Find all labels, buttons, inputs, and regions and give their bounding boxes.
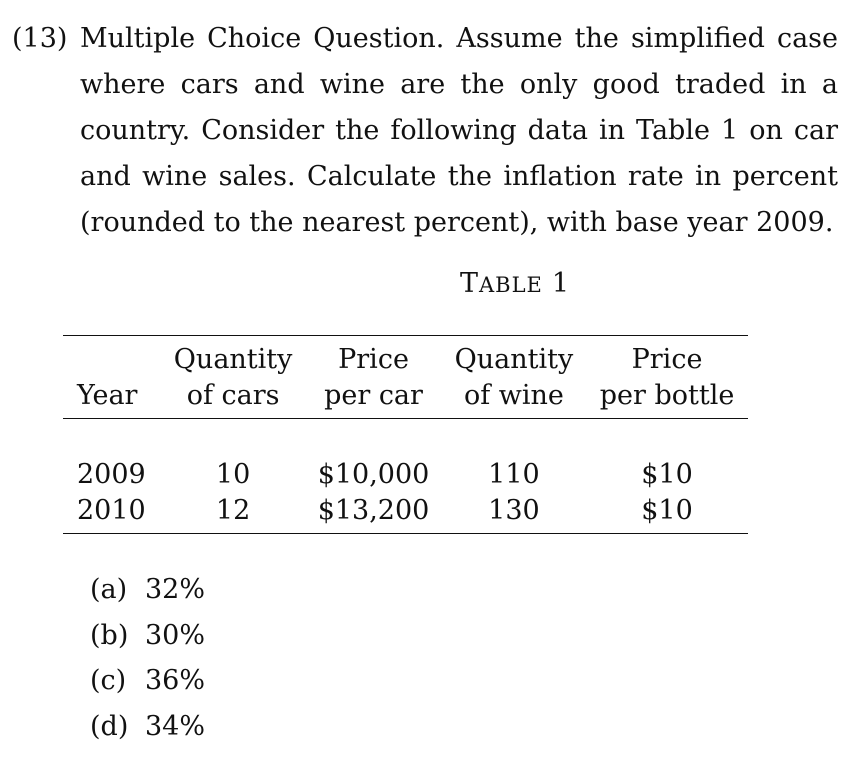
caption-number: 1 (551, 268, 571, 299)
table-cell: $10,000 (317, 459, 430, 490)
table-header-cell: Quantity (161, 336, 305, 379)
table-row (63, 493, 748, 534)
option-d[interactable] (90, 704, 205, 750)
table-caption (0, 268, 852, 299)
table-cell-year: 2010 (63, 493, 161, 534)
table-row (63, 419, 748, 494)
table-cell: 130 (442, 493, 586, 534)
table-header-cell: of wine (442, 378, 586, 419)
table-header-cell: of cars (161, 378, 305, 419)
caption-initial: T (459, 268, 479, 299)
question-text: Multiple Choice Question. Assume the simplified case where cars and wine are the only good traded in a country. Consider the following data in Table 1 on car and wine sales. Calculate the inflation rate in percent (rounded to the nearest percent), with base year 2009. (80, 23, 838, 238)
table-header-cell: Price (586, 336, 748, 379)
option-label: (c) (90, 665, 127, 696)
option-value: 32% (145, 574, 206, 605)
table-header-row-top (63, 336, 748, 379)
option-label: (b) (90, 619, 129, 651)
option-value: 30% (145, 619, 206, 651)
table-header-cell: per car (305, 378, 442, 419)
table-cell: $10 (586, 493, 748, 534)
data-table (63, 335, 748, 534)
table-header-cell: Price (305, 336, 442, 379)
table-cell: 10 (215, 459, 251, 490)
table-header-cell: per bottle (586, 378, 748, 419)
option-value: 36% (145, 665, 206, 696)
table-cell: $13,200 (305, 493, 442, 534)
question-number: (13) (12, 23, 68, 54)
table-cell: 12 (161, 493, 305, 534)
option-label: (a) (90, 574, 128, 605)
option-label: (d) (90, 710, 129, 742)
table-cell-year: 2009 (77, 459, 146, 490)
table-header-cell (63, 336, 161, 379)
question-block (12, 16, 838, 246)
option-c[interactable] (90, 658, 205, 704)
answer-options (90, 567, 205, 749)
table-cell: $10 (641, 459, 693, 490)
table-header-cell: Year (63, 378, 161, 419)
table-header-cell: Quantity (442, 336, 586, 379)
option-b[interactable] (90, 613, 205, 659)
table-cell: 110 (488, 459, 540, 490)
option-a[interactable] (90, 567, 205, 613)
caption-smallcaps: ABLE (479, 273, 543, 297)
table-header-row-bottom (63, 378, 748, 419)
option-value: 34% (145, 710, 206, 742)
